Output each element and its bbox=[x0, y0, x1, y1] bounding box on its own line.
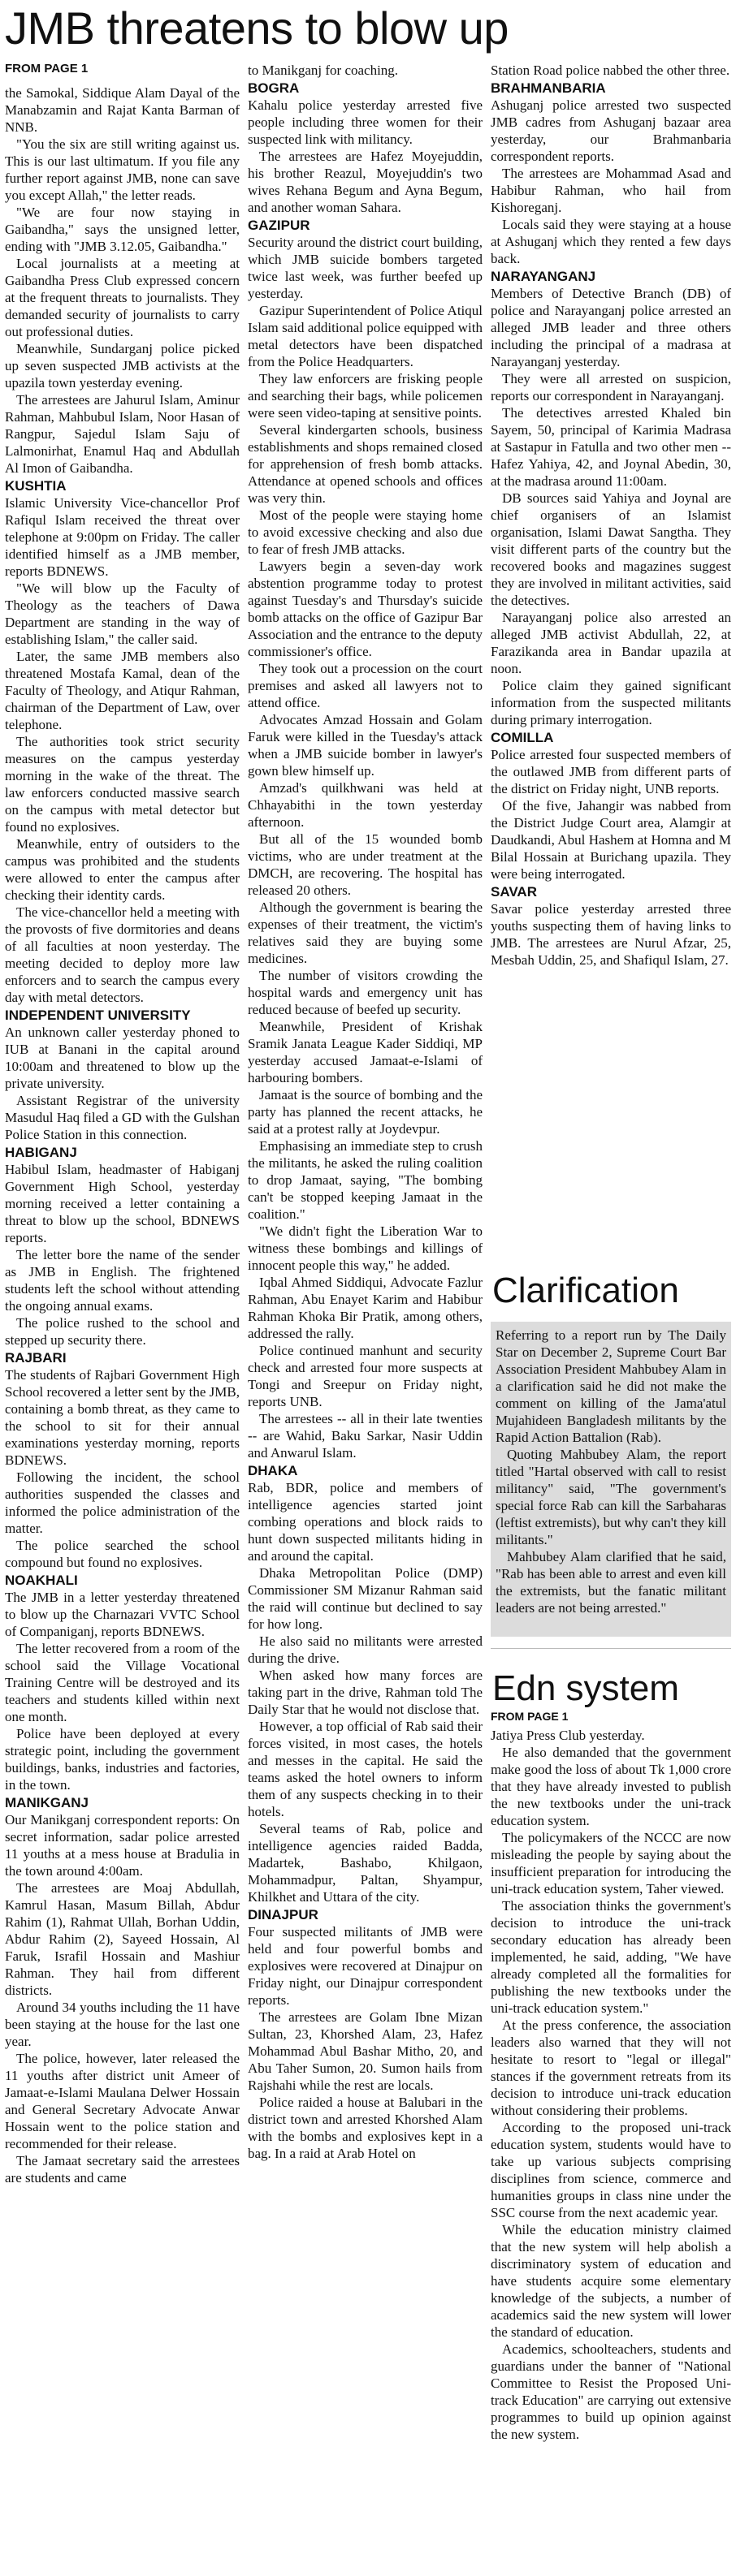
paragraph: The number of visitors crowding the hospital wards and emergency unit has reduced because of beefed up security. bbox=[248, 968, 483, 1017]
dateline-savar: SAVAR bbox=[491, 884, 537, 900]
paragraph: They took out a procession on the court premises and asked all lawyers not to attend office. bbox=[248, 661, 483, 710]
paragraph: The JMB in a letter yesterday threatened to blow up the Charnazari VVTC School of Companiganj, reports BDNEWS. bbox=[5, 1590, 240, 1639]
paragraph: Mahbubey Alam clarified that he said, "Rab has been able to arrest and even kill the extremists, but the fanatic militant leaders are not being arrested." bbox=[496, 1549, 726, 1616]
paragraph: The letter recovered from a room of the school said the Village Vocational Training Centre will be destroyed and its teachers and students killed within next one month. bbox=[5, 1641, 240, 1724]
dateline-brahmanbaria: BRAHMANBARIA bbox=[491, 80, 606, 96]
paragraph: They law enforcers are frisking people and searching their bags, while policemen were seen video-taping at sensitive points. bbox=[248, 371, 483, 421]
paragraph: Savar police yesterday arrested three youths suspecting them of having links to JMB. The arrestees are Nurul Afzar, 25, Mesbah Uddin, 25, and Shafiqul Islam, 27. bbox=[491, 901, 731, 968]
paragraph: The arrestees are Moaj Abdullah, Kamrul Hasan, Masum Billah, Abdur Rahim (1), Rahmat Ullah, Borhan Uddin, Abdur Rahim (2), Sayeed Hossain, Al Faruk, Israfil Hossain and Mashiur Rahman. They hail from different districts. bbox=[5, 1880, 240, 1998]
paragraph: The arrestees are Jahurul Islam, Aminur Rahman, Mahbubul Islam, Noor Hasan of Rangpur, Sajedul Islam Saju of Lalmonirhat, Enamul Haq and Abdullah Al Imon of Gaibandha. bbox=[5, 392, 240, 476]
paragraph: Police have been deployed at every strategic point, including the government buildings, banks, industries and factories, in the town. bbox=[5, 1726, 240, 1793]
paragraph: Quoting Mahbubey Alam, the report titled "Hartal observed with call to resist militancy" said, "The government's special force Rab can kill the Sarbaharas (leftist extremists), but why can't they kill militants." bbox=[496, 1447, 726, 1547]
dateline-bogra: BOGRA bbox=[248, 80, 300, 96]
paragraph: Kahalu police yesterday arrested five people including three women for their suspected link with militancy. bbox=[248, 97, 483, 147]
paragraph: They were all arrested on suspicion, reports our correspondent in Narayanganj. bbox=[491, 371, 731, 403]
paragraph: According to the proposed uni-track education system, students would have to take up various subjects comprising disciplines from science, commerce and humanities groups in class nine under the SSC course from the next academic year. bbox=[491, 2120, 731, 2220]
paragraph: Police continued manhunt and security check and arrested four more suspects at Tongi and Sreepur on Friday night, reports UNB. bbox=[248, 1343, 483, 1409]
paragraph: Jamaat is the source of bombing and the party has planned the recent attacks, he said at a protest rally at Joydevpur. bbox=[248, 1087, 483, 1137]
divider bbox=[491, 1648, 731, 1649]
paragraph: Academics, schoolteachers, students and guardians under the banner of "National Committee to Resist the Proposed Uni-track Education" are carrying out extensive programmes to build up opinion against the new system. bbox=[491, 2341, 731, 2442]
paragraph: Local journalists at a meeting at Gaibandha Press Club expressed concern at the frequent threats to journalists. They demanded security of journalists to carry out professional duties. bbox=[5, 256, 240, 339]
from-page-label: FROM PAGE 1 bbox=[5, 62, 89, 76]
paragraph: The vice-chancellor held a meeting with the provosts of five dormitories and deans of all faculties at noon yesterday. The meeting decided to deploy more law enforcers and to search the campus every day with metal detectors. bbox=[5, 904, 240, 1005]
paragraph: Meanwhile, Sundarganj police picked up seven suspected JMB activists at the upazila town yesterday evening. bbox=[5, 341, 240, 390]
paragraph: "We didn't fight the Liberation War to witness these bombings and killings of innocent people this way," he added. bbox=[248, 1223, 483, 1273]
paragraph: Around 34 youths including the 11 have been staying at the house for the last one year. bbox=[5, 2000, 240, 2049]
dateline-rajbari: RAJBARI bbox=[5, 1350, 67, 1366]
paragraph: Referring to a report run by The Daily Star on December 2, Supreme Court Bar Association President Mahbubey Alam in a clarification said he did not make the comment on killing of the Jama'atul Mujahideen Bangladesh militants by the Rapid Action Battalion (Rab). bbox=[496, 1327, 726, 1445]
paragraph: The arrestees are Mohammad Asad and Habibur Rahman, who hail from Kishoreganj. bbox=[491, 166, 731, 215]
paragraph: Lawyers begin a seven-day work abstention programme today to protest against Tuesday's and Thursday's suicide bomb attacks on the office of Gazipur Bar Association and the entrance to the deputy commissioner's office. bbox=[248, 559, 483, 659]
paragraph: But all of the 15 wounded bomb victims, who are under treatment at the DMCH, are recovering. The hospital has released 20 others. bbox=[248, 831, 483, 898]
paragraph: An unknown caller yesterday phoned to IUB at Banani in the capital around 10:00am and threatened to blow up the private university. bbox=[5, 1025, 240, 1091]
dateline-habiganj: HABIGANJ bbox=[5, 1145, 77, 1160]
paragraph: Station Road police nabbed the other three. bbox=[491, 63, 730, 78]
dateline-noakhali: NOAKHALI bbox=[5, 1573, 78, 1588]
paragraph: Iqbal Ahmed Siddiqui, Advocate Fazlur Rahman, Abu Enayet Karim and Habibur Rahman Khoka Bir Pratik, among others, addressed the rally. bbox=[248, 1275, 483, 1341]
paragraph: Following the incident, the school authorities suspended the classes and informed the police administration of the matter. bbox=[5, 1469, 240, 1536]
paragraph: "You the six are still writing against us. This is our last ultimatum. If you file any further report against JMB, none can save you except Allah," the letter reads. bbox=[5, 136, 240, 203]
paragraph: However, a top official of Rab said their forces visited, in most cases, the hotels and messes in the capital. He said the teams asked the hotel owners to inform them of any suspects checking in to their hotels. bbox=[248, 1719, 483, 1819]
paragraph: Narayanganj police also arrested an alleged JMB activist Abdullah, 22, at Farazikanda area in Bandar upazila at noon. bbox=[491, 610, 731, 676]
paragraph: The students of Rajbari Government High School recovered a letter sent by the JMB, containing a bomb threat, as they came to the school to sit for their annual examinations yesterday morning, reports BDNEWS. bbox=[5, 1367, 240, 1468]
dateline-manikganj: MANIKGANJ bbox=[5, 1795, 89, 1810]
paragraph: Police claim they gained significant information from the suspected militants during primary interrogation. bbox=[491, 678, 731, 727]
paragraph: The police, however, later released the 11 youths after district unit Ameer of Jamaat-e-Islami Maulana Delwer Hossain and General Secretary Advocate Anwar Hossain went to the police station and recommended for their release. bbox=[5, 2051, 240, 2151]
paragraph: Habibul Islam, headmaster of Habiganj Government High School, yesterday morning received a letter containing a threat to blow up the school, BDNEWS reports. bbox=[5, 1162, 240, 1245]
paragraph: The police searched the school compound but found no explosives. bbox=[5, 1538, 240, 1570]
paragraph: Ashuganj police arrested two suspected JMB cadres from Ashuganj bazaar area yesterday, our Brahmanbaria correspondent reports. bbox=[491, 97, 731, 164]
paragraph: The letter bore the name of the sender as JMB in English. The frightened students left the school without attending the ongoing annual exams. bbox=[5, 1247, 240, 1314]
paragraph: Security around the district court building, which JMB suicide bombers targeted twice last week, was further beefed up yesterday. bbox=[248, 235, 483, 301]
dateline-independent-university: INDEPENDENT UNIVERSITY bbox=[5, 1008, 191, 1023]
paragraph: The arrestees are Hafez Moyejuddin, his brother Reazul, Moyejuddin's two wives Rehana Begum and Ayna Begum, and another woman Sahara. bbox=[248, 149, 483, 215]
paragraph: Several teams of Rab, police and intelligence agencies raided Badda, Madartek, Bashabo, Khilgaon, Mohammadpur, Paltan, Shyampur, Khilkhet and Uttara of the city. bbox=[248, 1821, 483, 1905]
paragraph: Police arrested four suspected members of the outlawed JMB from different parts of the district on Friday night, UNB reports. bbox=[491, 747, 731, 796]
paragraph: Emphasising an immediate step to crush the militants, he asked the ruling coalition to drop Jamaat, saying, "The bombing can't be stopped keeping Jamaat in the coalition." bbox=[248, 1138, 483, 1222]
clarification-box bbox=[491, 1322, 731, 1637]
paragraph: Amzad's quilkhwani was held at Chhayabithi in the town yesterday afternoon. bbox=[248, 780, 483, 830]
paragraph: Jatiya Press Club yesterday. bbox=[491, 1728, 645, 1743]
paragraph: DB sources said Yahiya and Joynal are chief organisers of an Islamist organisation, Islami Dawat Sangtha. They visit different parts of the country but the recovered books and magazines suggest they are involved in militant activities, said the detectives. bbox=[491, 490, 731, 608]
paragraph: "We will blow up the Faculty of Theology as the teachers of Dawa Department are standing in the way of establishing Islam," the caller said. bbox=[5, 580, 240, 647]
paragraph: Dhaka Metropolitan Police (DMP) Commissioner SM Mizanur Rahman said the raid will continue but declined to say for how long. bbox=[248, 1565, 483, 1632]
dateline-gazipur: GAZIPUR bbox=[248, 218, 310, 233]
dateline-comilla: COMILLA bbox=[491, 730, 554, 745]
paragraph: The policymakers of the NCCC are now misleading the people by saying about the insufficient preparation for introducing the uni-track education system, Taher viewed. bbox=[491, 1830, 731, 1896]
dateline-dinajpur: DINAJPUR bbox=[248, 1907, 318, 1922]
paragraph: Most of the people were staying home to avoid excessive checking and also due to fear of fresh JMB attacks. bbox=[248, 507, 483, 557]
paragraph: Members of Detective Branch (DB) of police and Narayanganj police arrested an alleged JMB leader and three others including the principal of a madrasa at Narayanganj yesterday. bbox=[491, 286, 731, 369]
dateline-kushtia: KUSHTIA bbox=[5, 478, 67, 494]
from-page-label: FROM PAGE 1 bbox=[491, 1710, 569, 1723]
paragraph: The arrestees are Golam Ibne Mizan Sultan, 23, Khorshed Alam, 23, Hafez Mohammad Abul Bashar Mitho, 20, and Abu Taher Sumon, 20. Sumon hails from Rajshahi while the rest are locals. bbox=[248, 2009, 483, 2093]
paragraph: When asked how many forces are taking part in the drive, Rahman told The Daily Star that he would not disclose that. bbox=[248, 1668, 483, 1717]
paragraph: The police rushed to the school and stepped up security there. bbox=[5, 1315, 240, 1348]
paragraph: Advocates Amzad Hossain and Golam Faruk were killed in the Tuesday's attack when a JMB suicide bomber in lawyer's gown blew himself up. bbox=[248, 712, 483, 779]
paragraph: Meanwhile, entry of outsiders to the campus was prohibited and the students were allowed to enter the campus after checking their identity cards. bbox=[5, 836, 240, 903]
paragraph: The Jamaat secretary said the arrestees are students and came bbox=[5, 2153, 240, 2186]
column-3 bbox=[491, 62, 731, 969]
paragraph: Several kindergarten schools, business establishments and shops remained closed for apprehension of fresh bomb attacks. Attendance at opened schools and offices was very thin. bbox=[248, 422, 483, 506]
column-1 bbox=[5, 84, 240, 2186]
paragraph: The arrestees -- all in their late twenties -- are Wahid, Baku Sarkar, Nasir Uddin and Anwarul Islam. bbox=[248, 1411, 483, 1461]
headline: JMB threatens to blow up bbox=[5, 2, 509, 54]
paragraph: the Samokal, Siddique Alam Dayal of the Manabzamin and Rajat Kanta Barman of NNB. bbox=[5, 85, 240, 135]
paragraph: Police raided a house at Balubari in the district town and arrested Khorshed Alam with the bombs and explosives kept in a bag. In a raid at Arab Hotel on bbox=[248, 2095, 483, 2161]
paragraph: "We are four now staying in Gaibandha," says the unsigned letter, ending with "JMB 3.12.05, Gaibandha." bbox=[5, 205, 240, 254]
column-2 bbox=[248, 62, 483, 2162]
paragraph: At the press conference, the association leaders also warned that they will not hesitate to resort to "legal or illegal" stances if the government retreats from its decision to introduce uni-track education without considering their problems. bbox=[491, 2017, 731, 2118]
paragraph: Our Manikganj correspondent reports: On secret information, sadar police arrested 11 youths at a mess house at Bradulia in the town around 4:00am. bbox=[5, 1812, 240, 1879]
paragraph: Rab, BDR, police and members of intelligence agencies started joint combing operations and block raids to hunt down suspected militants hiding in and around the capital. bbox=[248, 1480, 483, 1564]
paragraph: He also said no militants were arrested during the drive. bbox=[248, 1633, 483, 1666]
paragraph: While the education ministry claimed that the new system will help abolish a discriminatory system of education and have students acquire some elementary knowledge of the subjects, a number of academics said the new system will lower the standard of education. bbox=[491, 2222, 731, 2340]
edn-system-heading: Edn system bbox=[492, 1668, 679, 1708]
paragraph: Later, the same JMB members also threatened Mostafa Kamal, dean of the Faculty of Theology, and Atiqur Rahman, chairman of the Department of Law, over telephone. bbox=[5, 649, 240, 732]
paragraph: Assistant Registrar of the university Masudul Haq filed a GD with the Gulshan Police Station in this connection. bbox=[5, 1093, 240, 1142]
paragraph: Although the government is bearing the expenses of their treatment, the victim's relatives said they are buying some medicines. bbox=[248, 900, 483, 966]
paragraph: He also demanded that the government make good the loss of about Tk 1,000 crore that they have already invested to publish the new textbooks under the uni-track education system. bbox=[491, 1745, 731, 1828]
paragraph: The detectives arrested Khaled bin Sayem, 50, principal of Karimia Madrasa at Sastapur in Fatulla and two other men -- Hafez Yahiya, 42, and Joynal Abedin, 30, at the madrasa around 11:00am. bbox=[491, 405, 731, 489]
paragraph: Islamic University Vice-chancellor Prof Rafiqul Islam received the threat over telephone at 9:00pm on Friday. The caller identified himself as a JMB member, reports BDNEWS. bbox=[5, 495, 240, 579]
dateline-narayanganj: NARAYANGANJ bbox=[491, 269, 596, 284]
paragraph: Gazipur Superintendent of Police Atiqul Islam said additional police equipped with metal detectors have been dispatched from the Police Headquarters. bbox=[248, 303, 483, 369]
clarification-heading: Clarification bbox=[492, 1271, 679, 1310]
paragraph: The association thinks the government's decision to introduce the uni-track secondary education has already been implemented, he said, adding, "We have already completed all the formalities for publishing the new textbooks under the uni-track education system." bbox=[491, 1898, 731, 2016]
paragraph: Four suspected militants of JMB were held and four powerful bombs and explosives were recovered at Dinajpur on Friday night, our Dinajpur correspondent reports. bbox=[248, 1924, 483, 2008]
paragraph: Of the five, Jahangir was nabbed from the District Judge Court area, Alamgir at Daudkandi, Abul Hashem at Homna and M Bilal Hossain at Burichang upazila. They were being interrogated. bbox=[491, 798, 731, 882]
dateline-dhaka: DHAKA bbox=[248, 1463, 298, 1478]
paragraph: The authorities took strict security measures on the campus yesterday morning in the wake of the threat. The law enforcers conducted massive search on the campus with metal detector but found no explosives. bbox=[5, 734, 240, 835]
paragraph: Meanwhile, President of Krishak Sramik Janata League Kader Siddiqi, MP yesterday accused Jamaat-e-Islami of harbouring bombers. bbox=[248, 1019, 483, 1085]
paragraph: Locals said they were staying at a house at Ashuganj which they rented a few days back. bbox=[491, 217, 731, 266]
edn-system-article bbox=[491, 1708, 731, 2443]
paragraph: to Manikganj for coaching. bbox=[248, 63, 399, 78]
